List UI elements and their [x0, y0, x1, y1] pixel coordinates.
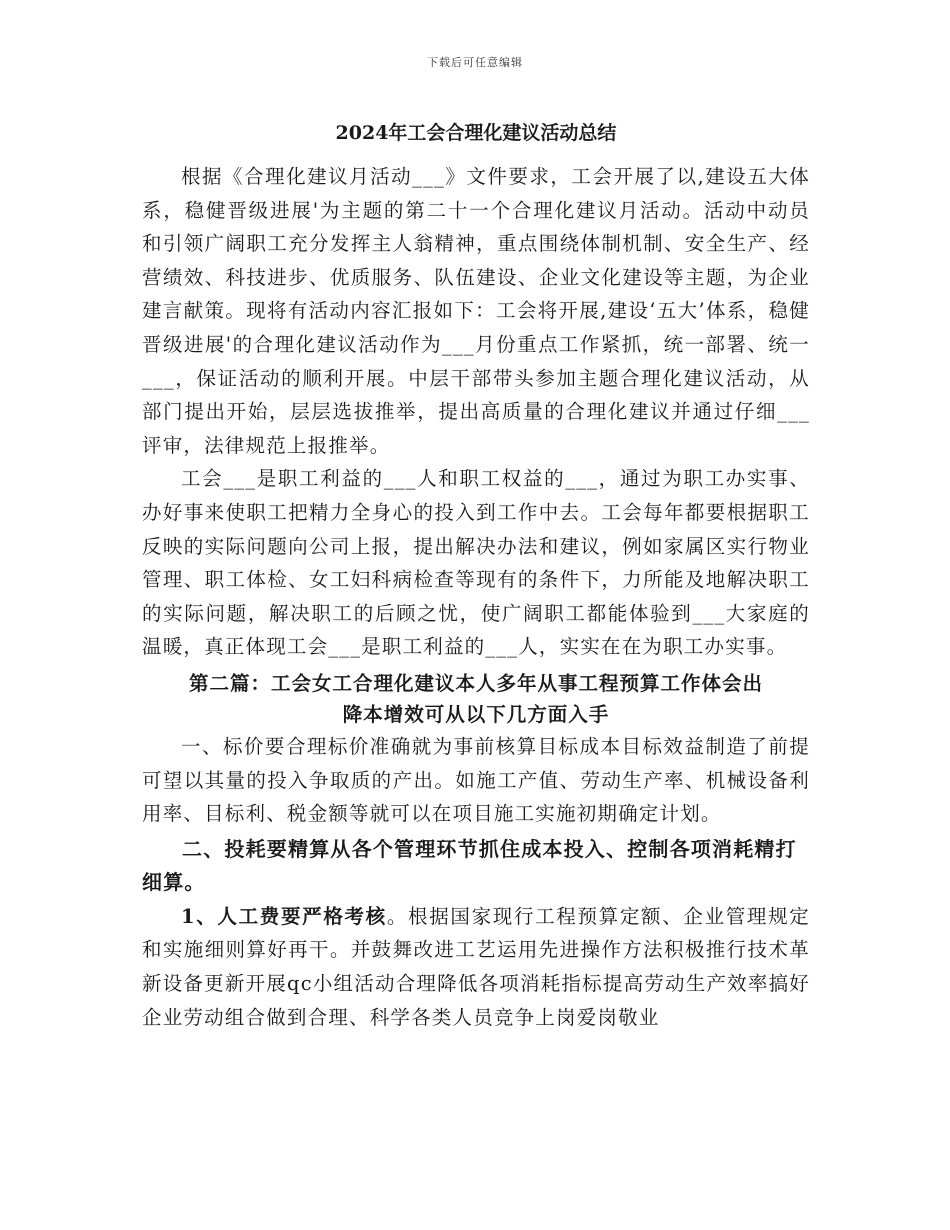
- section-2-paragraph-1: 一、标价要合理标价准确就为事前核算目标成本目标效益制造了前提可望以其量的投入争取质的产出。如施工产值、劳动生产率、机械设备利用率、目标利、税金额等就可以在项目施工实施初期确定计划。: [142, 734, 810, 826]
- section-2-heading-line-2: 降本增效可从以下几方面入手: [342, 702, 610, 726]
- paragraph-1: 根据《合理化建议月活动___》文件要求，工会开展了以,建设五大体系，稳健晋级进展'为主题的第二十一个合理化建议月活动。活动中动员和引领广阔职工充分发挥主人翁精神，重点围绕体制机制、安全生产、经营绩效、科技进步、优质服务、队伍建设、企业文化建设等主题，为企业建言献策。现将有活动内容汇报如下：工会将开展,建设‘五大’体系，稳健晋级进展'的合理化建议活动作为___月份重点工作紧抓，统一部署、统一___，保证活动的顺利开展。中层干部带头参加主题合理化建议活动，从部门提出开始，层层选拔推举，提出高质量的合理化建议并通过仔细___评审，法律规范上报推举。: [142, 165, 810, 457]
- paragraph-2: 工会___是职工利益的___人和职工权益的___，通过为职工办实事、办好事来使职工把精力全身心的投入到工作中去。工会每年都要根据职工反映的实际问题向公司上报，提出解决办法和建议，例如家属区实行物业管理、职工体检、女工妇科病检查等现有的条件下，力所能及地解决职工的实际问题，解决职工的后顾之忧，使广阔职工都能体验到___大家庭的温暖，真正体现工会___是职工利益的___人，实实在在为职工办实事。: [142, 467, 810, 659]
- paragraph-body: 。根据国家现行工程预算定额、企业管理规定和实施细则算好再干。并鼓舞改进工艺运用先进操作方法积极推行技术革新设备更新开展qc小组活动合理降低各项消耗指标提高劳动生产效率搞好企业劳动组合做到合理、科学各类人员竞争上岗爱岗敬业: [142, 904, 810, 1029]
- section-2-paragraph-2: 二、投耗要精算从各个管理环节抓住成本投入、控制各项消耗精打细算。: [142, 836, 797, 895]
- section-2-heading-line-1: 第二篇：工会女工合理化建议本人多年从事工程预算工作体会出: [188, 671, 763, 695]
- document-body: [142, 118, 810, 1034]
- paragraph-lead-heading: 1、人工费要严格考核: [181, 904, 387, 928]
- header-note: 下载后可任意编辑: [427, 56, 523, 69]
- document-title: 2024年工会合理化建议活动总结: [335, 122, 617, 144]
- section-2-paragraph-3: [142, 900, 810, 1034]
